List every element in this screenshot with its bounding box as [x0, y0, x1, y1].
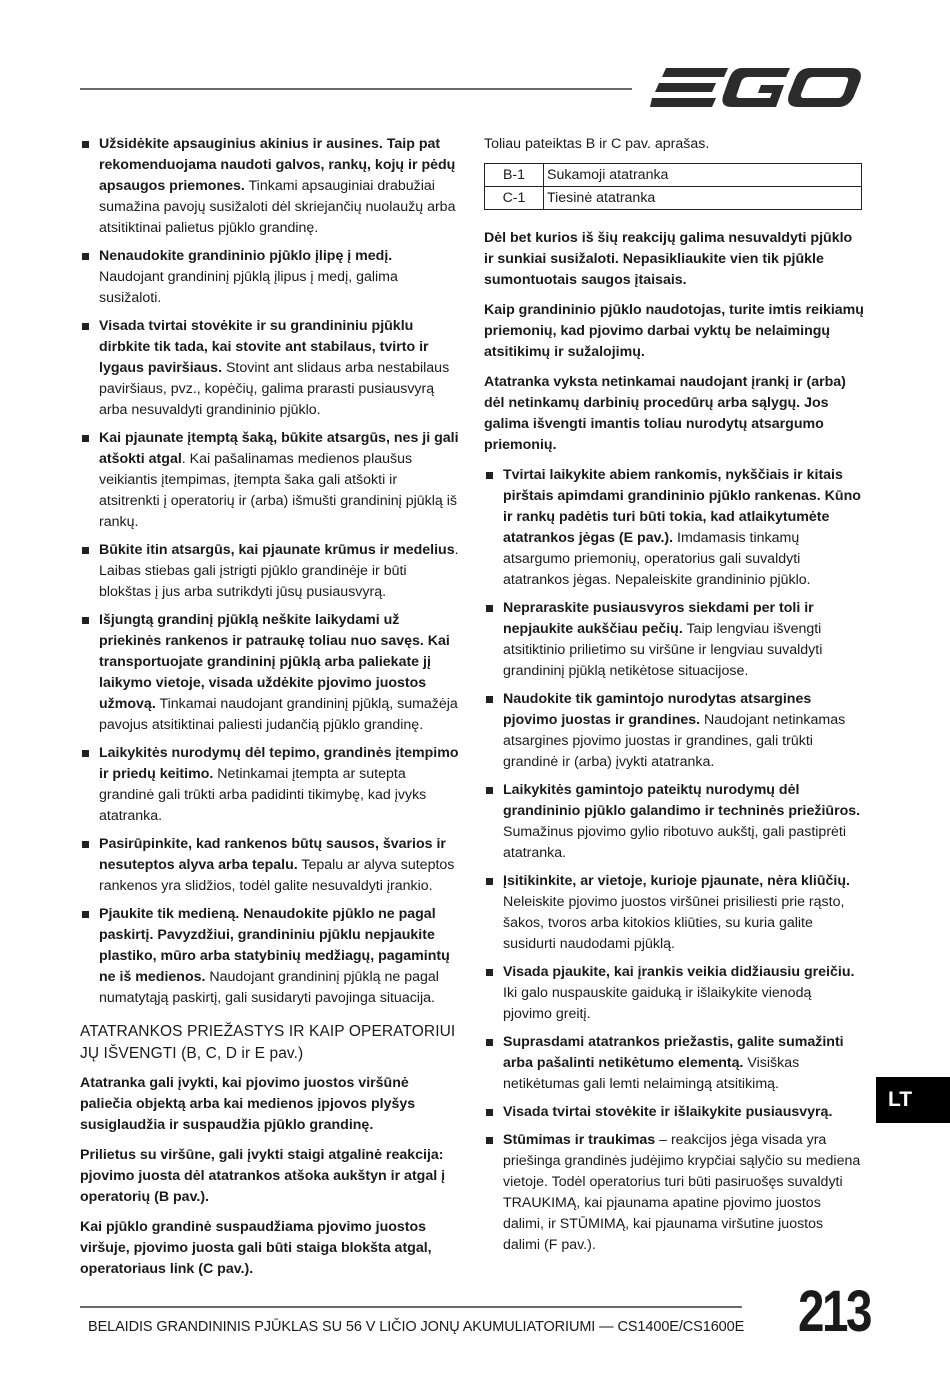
safety-bullet — [80, 904, 460, 1009]
bullet-body-text: Naudojant netinkamas atsargines pjovimo juostas ir grandines, gali trūkti grandinė ir (arba) įvykti atatranka. — [503, 712, 846, 770]
right-column — [484, 134, 864, 1263]
bullet-bold-text: Pjaukite tik medieną. Nenaudokite pjūklo ne pagal paskirtį. Pavyzdžiui, grandininiu pjūklu nepjaukite plastiko, mūro arba statybinių medžiagų, pagamintų ne iš medienos. — [99, 906, 450, 985]
left-bullet-list — [80, 134, 460, 1009]
kickback-paragraph-2: Prilietus su viršūne, gali įvykti staigi atgalinė reakcija: pjovimo juosta dėl atatrankos atšoka aukštyn ir atgal į operatorių (B pav.). — [80, 1147, 446, 1205]
bullet-body-text: Visiškas netikėtumas gali lemti nelaimingą atsitikimą. — [503, 1055, 800, 1092]
safety-bullet — [80, 610, 460, 736]
kickback-bullet — [484, 465, 864, 591]
safety-bullet — [80, 316, 460, 421]
footer-rule — [80, 1306, 742, 1308]
figure-intro: Toliau pateiktas B ir C pav. aprašas. — [484, 136, 710, 152]
kickback-bullet — [484, 871, 864, 955]
safety-bullet — [80, 834, 460, 897]
bullet-bold-text: Nenaudokite grandininio pjūklo įlipę į medį. — [99, 248, 393, 264]
bullet-body-text: Tinkami apsauginiai drabužiai sumažina pavojų susižaloti dėl skriejančių nuolaužų arba atsitiktinai palietus pjūklo grandinę. — [99, 178, 456, 236]
bullet-body-text: . Laibas stiebas gali įstrigti pjūklo grandinėje ir būti blokštas į jus arba sutrikdyti jūsų pusiausvyrą. — [99, 542, 459, 600]
bullet-body-text: – reakcijos jėga visada yra priešinga grandinės judėjimo krypčiai sąlyčio su mediena vietoje. Todėl operatorius turi būti pasiruošęs suvaldyti TRAUKIMĄ, kai pjaunama apatine pjovimo juostos dalimi, ir STŪMIMĄ, kai pjaunama viršutine juostos dalimi (F pav.). — [503, 1132, 861, 1253]
ego-logo — [650, 62, 862, 114]
bullet-body-text: Naudojant grandininį pjūklą ne pagal numatytąją paskirtį, gali susidaryti pavojinga situacija. — [99, 969, 439, 1006]
figure-legend-table — [484, 163, 862, 210]
kickback-paragraph-3: Kai pjūklo grandinė suspaudžiama pjovimo juostos viršuje, pjovimo juosta gali būti staiga blokšta atgal, operatoriaus link (C pav.). — [80, 1219, 432, 1277]
legend-code: B-1 — [485, 164, 544, 187]
bullet-bold-text: Įsitikinkite, ar vietoje, kurioje pjaunate, nėra kliūčių. — [503, 873, 850, 889]
bullet-bold-text: Suprasdami atatrankos priežastis, galite sumažinti arba pašalinti netikėtumo elementą. — [503, 1034, 844, 1071]
bullet-bold-text: Užsidėkite apsauginius akinius ir ausines. Taip pat rekomenduojama naudoti galvos, rankų, kojų ir pėdų apsaugos priemones. — [99, 136, 456, 194]
bullet-body-text: Stovint ant slidaus arba nestabilaus paviršiaus, pvz., kopėčių, galima prarasti pusiausvyrą arba nesuvaldyti grandininio pjūklo. — [99, 360, 450, 418]
bullet-bold-text: Stūmimas ir traukimas — [503, 1132, 656, 1148]
kickback-bullet — [484, 962, 864, 1025]
bullet-body-text: Iki galo nuspauskite gaiduką ir išlaikykite vienodą pjovimo greitį. — [503, 985, 812, 1022]
bullet-body-text: . Kai pašalinamas medienos plaušus veikiantis įtempimas, įtempta šaka gali atšokti ir atsitrenkti į operatorių ir (arba) išmušti grandininį pjūklą iš rankų. — [99, 451, 457, 530]
bullet-bold-text: Išjungtą grandinį pjūklą neškite laikydami už priekinės rankenos ir patraukę toliau nuo savęs. Kai transportuojate grandininį pjūklą arba paliekate jį laikymo vietoje, visada uždėkite pjovimo juostos užmovą. — [99, 612, 450, 712]
bullet-body-text: Imdamasis tinkamų atsargumo priemonių, operatorius gali suvaldyti atatrankos jėgas. Nepaleiskite grandininio pjūklo. — [503, 530, 811, 588]
bullet-body-text: Netinkamai įtempta ar sutepta grandinė gali trūkti arba padidinti tikimybę, kad įvyks atatranka. — [99, 766, 427, 824]
section-heading: ATATRANKOS PRIEŽASTYS IR KAIP OPERATORIUI JŲ IŠVENGTI (B, C, D ir E pav.) — [80, 1023, 456, 1062]
language-tab: LT — [876, 1077, 950, 1123]
bullet-body-text: Tinkamai naudojant grandininį pjūklą, sumažėja pavojus atsitiktinai paliesti judančią pjūklo grandinę. — [99, 696, 458, 733]
kickback-bullet — [484, 1032, 864, 1095]
legend-label: Tiesinė atatranka — [544, 187, 862, 210]
bullet-bold-text: Laikykitės gamintojo pateiktų nurodymų dėl grandininio pjūklo galandimo ir techninės priežiūros. — [503, 782, 861, 819]
safety-bullet — [80, 428, 460, 533]
bullet-bold-text: Nepraraskite pusiausvyros siekdami per toli ir nepjaukite aukščiau pečių. — [503, 600, 814, 637]
legend-label: Sukamoji atatranka — [544, 164, 862, 187]
safety-bullet — [80, 134, 460, 239]
legend-row — [485, 164, 862, 187]
warning-paragraph-3: Atatranka vyksta netinkamai naudojant įrankį ir (arba) dėl netinkamų darbinių procedūrų arba sąlygų. Jos galima išvengti imantis toliau nurodytų atsargumo priemonių. — [484, 374, 846, 453]
bullet-body-text: Naudojant grandininį pjūklą įlipus į medį, galima susižaloti. — [99, 269, 398, 306]
bullet-bold-text: Tvirtai laikykite abiem rankomis, nykščiais ir kitais pirštais apimdami grandininio pjūklo rankenas. Kūno ir rankų padėtis turi būti tokia, kad atlaikytumėte atatrankos jėgas (E pav.). — [503, 467, 861, 546]
kickback-bullet — [484, 1102, 864, 1123]
right-bullet-list — [484, 465, 864, 1256]
kickback-bullet — [484, 780, 864, 864]
bullet-body-text: Taip lengviau išvengti atsitiktinio prilietimo su viršūne ir lengviau suvaldyti grandininį pjūklą netikėtose situacijose. — [503, 621, 823, 679]
kickback-paragraph-1: Atatranka gali įvykti, kai pjovimo juostos viršūnė paliečia objektą arba kai medienos įpjovos plyšys susiglaudžia ir suspaudžia pjūklo grandinę. — [80, 1075, 416, 1133]
bullet-bold-text: Visada pjaukite, kai įrankis veikia didžiausiu greičiu. — [503, 964, 855, 980]
bullet-body-text: Neleiskite pjovimo juostos viršūnei prisiliesti prie rąsto, šakos, tvoros arba kitokios kliūties, su kuria galite susidurti naudodami pjūklą. — [503, 894, 845, 952]
left-column — [80, 134, 460, 1289]
bullet-bold-text: Naudokite tik gamintojo nurodytas atsargines pjovimo juostas ir grandines. — [503, 691, 812, 728]
legend-row — [485, 187, 862, 210]
bullet-bold-text: Būkite itin atsargūs, kai pjaunate krūmus ir medelius — [99, 542, 455, 558]
page-number: 213 — [798, 1279, 870, 1344]
kickback-bullet — [484, 598, 864, 682]
kickback-bullet — [484, 689, 864, 773]
footer-title: BELAIDIS GRANDININIS PJŪKLAS SU 56 V LIČIO JONŲ AKUMULIATORIUMI — CS1400E/CS1600E — [88, 1319, 745, 1335]
bullet-body-text: Tepalu ar alyva suteptos rankenos yra slidžios, todėl galite nesuvaldyti įrankio. — [99, 857, 455, 894]
bullet-bold-text: Visada tvirtai stovėkite ir su grandininiu pjūklu dirbkite tik tada, kai stovite ant stabilaus, tvirto ir lygaus paviršiaus. — [99, 318, 429, 376]
bullet-body-text: Sumažinus pjovimo gylio ribotuvo aukštį, gali pastiprėti atatranka. — [503, 824, 847, 861]
legend-code: C-1 — [485, 187, 544, 210]
safety-bullet — [80, 743, 460, 827]
safety-bullet — [80, 540, 460, 603]
header-rule — [80, 88, 632, 90]
warning-paragraph-1: Dėl bet kurios iš šių reakcijų galima nesuvaldyti pjūklo ir sunkiai susižaloti. Nepasikliaukite vien tik pjūkle sumontuotais saugos įtaisais. — [484, 230, 853, 288]
bullet-bold-text: Laikykitės nurodymų dėl tepimo, grandinės įtempimo ir priedų keitimo. — [99, 745, 459, 782]
warning-paragraph-2: Kaip grandininio pjūklo naudotojas, turite imtis reikiamų priemonių, kad pjovimo darbai vyktų be nelaimingų atsitikimų ir sužalojimų. — [484, 302, 864, 360]
bullet-bold-text: Visada tvirtai stovėkite ir išlaikykite pusiausvyrą. — [503, 1104, 833, 1120]
safety-bullet — [80, 246, 460, 309]
bullet-bold-text: Kai pjaunate įtemptą šaką, būkite atsargūs, nes ji gali atšokti atgal — [99, 430, 459, 467]
kickback-bullet — [484, 1130, 864, 1256]
bullet-bold-text: Pasirūpinkite, kad rankenos būtų sausos, švarios ir nesuteptos alyva arba tepalu. — [99, 836, 446, 873]
